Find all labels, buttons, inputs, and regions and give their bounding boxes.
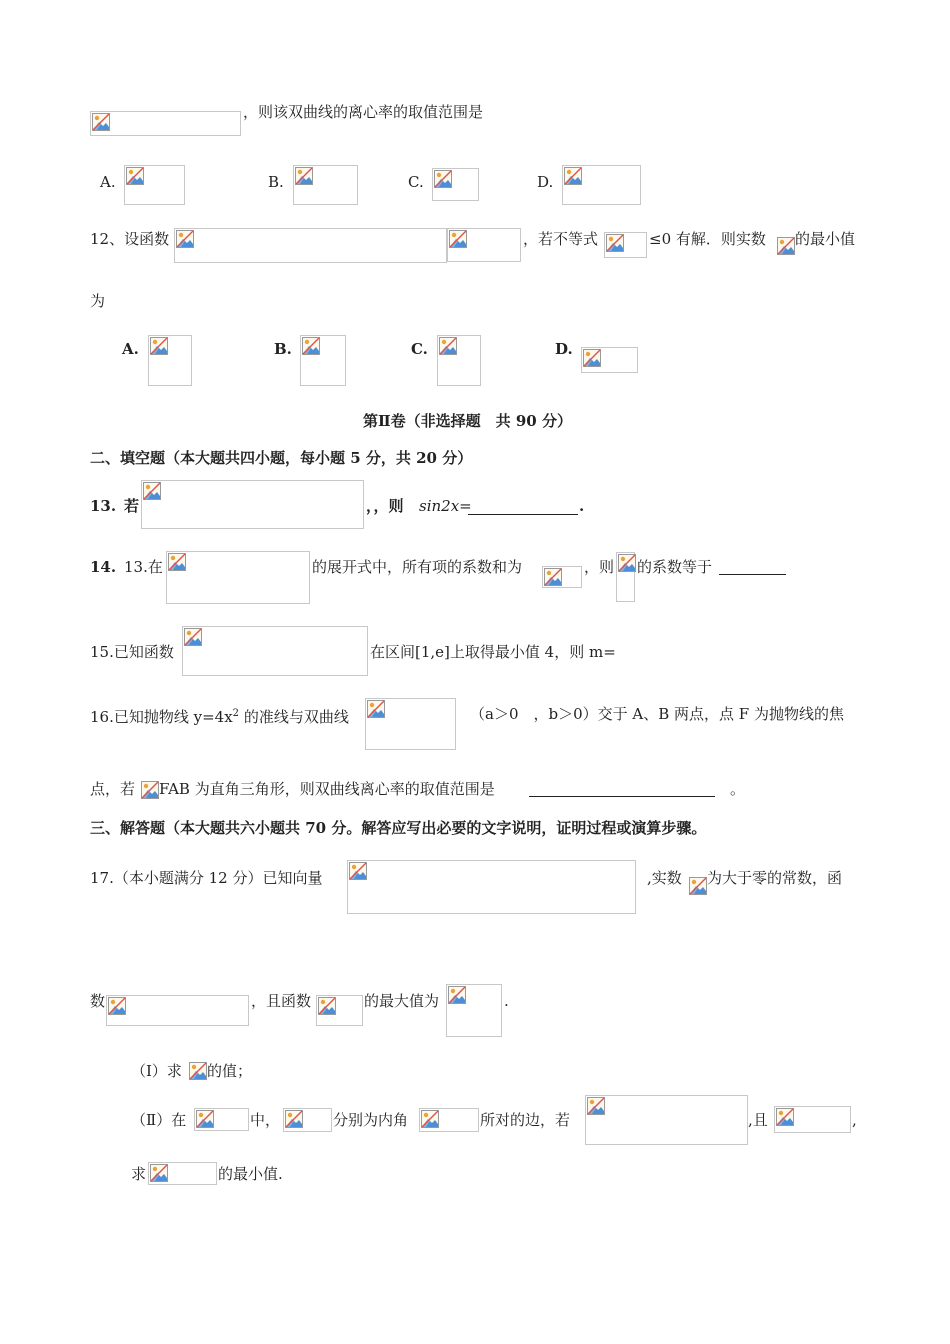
broken-image-icon (583, 349, 601, 367)
answer-blank (468, 514, 578, 515)
broken-image-icon (367, 700, 385, 718)
option-image (148, 335, 192, 386)
broken-image-icon (295, 167, 313, 185)
question-text: 12、设函数 (90, 230, 170, 248)
formula-image (166, 551, 310, 604)
formula-image (194, 1108, 249, 1131)
broken-image-icon (349, 862, 367, 880)
option-label: D. (555, 340, 573, 358)
formula-image (616, 552, 635, 602)
question-text: ，且函数 (251, 992, 312, 1010)
option-image (562, 165, 641, 205)
question-text: ，若不等式 (523, 230, 599, 248)
broken-image-icon (285, 1110, 303, 1128)
formula-image (365, 698, 456, 750)
formula-image (774, 1106, 851, 1133)
broken-image-icon (189, 1062, 207, 1080)
option-image (581, 347, 638, 373)
question-text: 在区间[1,e]上取得最小值 4，则 m= (370, 643, 616, 661)
broken-image-icon (689, 877, 707, 895)
formula-image (141, 480, 364, 529)
formula-image (446, 984, 502, 1037)
broken-image-icon (618, 554, 636, 572)
question-text: ,实数 (647, 869, 682, 887)
question-text: 中， (250, 1111, 281, 1129)
text-fragment: 的准线与双曲线 (239, 708, 349, 726)
option-label: D. (537, 173, 554, 191)
question-text: 分别为内角 (333, 1111, 409, 1129)
broken-image-icon (544, 568, 562, 586)
question-text: 求 (131, 1165, 147, 1183)
broken-image-icon (564, 167, 582, 185)
broken-image-icon (196, 1110, 214, 1128)
broken-image-icon (150, 337, 168, 355)
option-label: A. (100, 173, 116, 191)
answer-blank (529, 796, 715, 797)
broken-image-icon (448, 986, 466, 1004)
broken-image-icon (777, 237, 795, 255)
question-number: 13. (90, 497, 117, 515)
question-text: FAB 为直角三角形，则双曲线离心率的取值范围是 (159, 780, 495, 798)
question-text: 为大于零的常数，函 (707, 869, 843, 887)
broken-image-icon (150, 1164, 168, 1182)
formula-image (283, 1108, 332, 1132)
broken-image-icon (141, 781, 159, 799)
broken-image-icon (776, 1108, 794, 1126)
question-text: 数 (90, 992, 106, 1010)
question-text: （Ⅰ）求 (131, 1062, 182, 1080)
option-label: C. (408, 173, 424, 191)
broken-image-icon (92, 113, 110, 131)
formula-image (189, 1061, 207, 1081)
option-image (124, 165, 185, 205)
broken-image-icon (302, 337, 320, 355)
option-image (300, 335, 346, 386)
formula-image (90, 111, 241, 136)
broken-image-icon (421, 1110, 439, 1128)
text-fragment: 16.已知抛物线 y=4x (90, 708, 233, 726)
option-label: C. (411, 340, 428, 358)
option-image (432, 168, 479, 201)
question-text: 为 (90, 292, 106, 310)
formula-image (542, 566, 582, 588)
broken-image-icon (434, 170, 452, 188)
formula-image (316, 995, 363, 1026)
question-text: . (579, 497, 585, 515)
option-image (437, 335, 481, 386)
question-text: ≤0 有解．则实数 (649, 230, 766, 248)
question-text: 13.在 (124, 558, 163, 576)
option-label: B. (274, 340, 292, 358)
formula-image (174, 228, 447, 263)
broken-image-icon (439, 337, 457, 355)
option-label: A. (122, 340, 139, 358)
question-text: 所对的边，若 (480, 1111, 571, 1129)
question-text: ,且 (748, 1111, 768, 1129)
question-text: , (852, 1111, 857, 1129)
section-heading: 二、填空题（本大题共四小题，每小题 5 分，共 20 分） (90, 449, 473, 467)
broken-image-icon (606, 234, 624, 252)
question-text: 点，若 (90, 780, 136, 798)
math-expression: sin2x= (419, 497, 472, 515)
question-text (90, 704, 349, 727)
formula-image (182, 626, 368, 676)
broken-image-icon (108, 997, 126, 1015)
formula-image (604, 232, 647, 258)
formula-image (689, 876, 706, 896)
question-text: 若 (124, 497, 140, 515)
section-heading: 三、解答题（本大题共六小题共 70 分。解答应写出必要的文字说明，证明过程或演算步骤。 (90, 819, 707, 837)
question-text: 15.已知函数 (90, 643, 174, 661)
option-image (293, 165, 358, 205)
question-text: 17.（本小题满分 12 分）已知向量 (90, 869, 323, 887)
question-text: 。 (730, 780, 746, 798)
formula-image (447, 228, 521, 262)
question-text: 的系数等于 (637, 558, 713, 576)
question-text: 的值； (207, 1062, 253, 1080)
formula-image (141, 781, 159, 801)
broken-image-icon (176, 230, 194, 248)
question-text: 的最小值. (218, 1165, 283, 1183)
broken-image-icon (318, 997, 336, 1015)
formula-image (148, 1162, 217, 1185)
answer-blank (719, 574, 786, 575)
option-label: B. (268, 173, 284, 191)
question-text: ，则 (584, 558, 615, 576)
question-text: ，则该双曲线的离心率的取值范围是 (243, 103, 484, 121)
part-title: 第Ⅱ卷（非选择题 共 90 分） (363, 412, 572, 430)
formula-image (777, 235, 794, 255)
question-text: 的展开式中，所有项的系数和为 (312, 558, 523, 576)
superscript: 2 (232, 708, 240, 719)
question-number: 14. (90, 558, 117, 576)
broken-image-icon (168, 553, 186, 571)
broken-image-icon (449, 230, 467, 248)
question-text: （Ⅱ）在 (131, 1111, 187, 1129)
broken-image-icon (143, 482, 161, 500)
broken-image-icon (587, 1097, 605, 1115)
formula-image (347, 860, 636, 914)
broken-image-icon (126, 167, 144, 185)
formula-image (585, 1095, 748, 1145)
formula-image (106, 995, 249, 1026)
formula-image (419, 1108, 479, 1132)
question-text: . (504, 992, 509, 1010)
broken-image-icon (184, 628, 202, 646)
question-text: 的最大值为 (364, 992, 440, 1010)
question-text: ，，则 (366, 497, 404, 515)
question-text: （a＞0 ，b＞0）交于 A、B 两点，点 F 为抛物线的焦 (470, 705, 844, 723)
question-text: 的最小值 (795, 230, 856, 248)
